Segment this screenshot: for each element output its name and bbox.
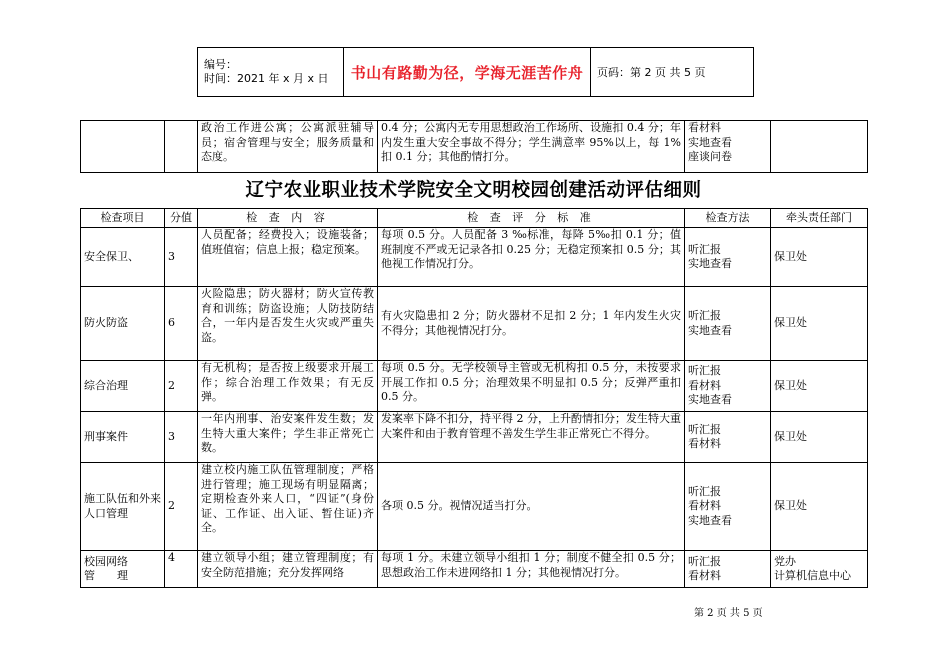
row-score: 3	[165, 412, 198, 463]
table-header-row	[81, 209, 868, 228]
row-method: 听汇报 看材料 实地查看	[685, 361, 771, 412]
row-dept: 保卫处	[771, 228, 868, 287]
row-score: 2	[165, 463, 198, 551]
row-dept: 保卫处	[771, 361, 868, 412]
continuation-method: 看材料 实地查看 座谈问卷	[685, 121, 771, 173]
table-row	[81, 287, 868, 361]
table-row	[81, 228, 868, 287]
row-standard: 有火灾隐患扣 2 分；防火器材不足扣 2 分；1 年内发生火灾不得分；其他视情况打分。	[378, 287, 685, 361]
continuation-table	[80, 120, 868, 173]
row-content: 建立校内施工队伍管理制度；严格进行管理；施工现场有明显隔离；定期检查外来人口，“四证”(身份证、工作证、出入证、暂住证)齐全。	[198, 463, 378, 551]
header-method: 检查方法	[685, 209, 771, 228]
table-row	[81, 412, 868, 463]
table-row	[81, 121, 868, 173]
row-item: 安全保卫、	[81, 228, 165, 287]
row-content: 人员配备；经费投入；设施装备；值班值宿；信息上报；稳定预案。	[198, 228, 378, 287]
row-dept: 保卫处	[771, 287, 868, 361]
document-header	[197, 47, 754, 97]
row-item: 防火防盗	[81, 287, 165, 361]
continuation-standard: 0.4 分；公寓内无专用思想政治工作场所、设施扣 0.4 分；年内发生重大安全事故不得分；学生满意率 95%以上，每 1%扣 0.1 分；其他酌情打分。	[378, 121, 685, 173]
header-dept: 牵头责任部门	[771, 209, 868, 228]
row-standard: 每项 0.5 分。无学校领导主管或无机构扣 0.5 分，未按要求开展工作扣 0.5 分；治理效果不明显扣 0.5 分；反弹严重扣 0.5 分。	[378, 361, 685, 412]
row-method: 听汇报 看材料 实地查看	[685, 463, 771, 551]
header-meta	[198, 48, 344, 97]
continuation-dept-cell	[771, 121, 868, 173]
row-method: 听汇报 看材料	[685, 551, 771, 588]
row-item: 施工队伍和外来人口管理	[81, 463, 165, 551]
continuation-score-cell	[165, 121, 198, 173]
code-label: 编号：	[204, 58, 237, 71]
continuation-item-cell	[81, 121, 165, 173]
header-standard: 检 查 评 分 标 准	[378, 209, 685, 228]
row-standard: 发案率下降不扣分，持平得 2 分，上升酌情扣分；发生特大重大案件和由于教育管理不善发生学生非正常死亡不得分。	[378, 412, 685, 463]
row-dept: 党办 计算机信息中心	[771, 551, 868, 588]
time-label: 时间：2021 年 x 月 x 日	[204, 72, 329, 85]
footer-page-number: 第 2 页 共 5 页	[694, 608, 763, 619]
row-standard: 各项 0.5 分。视情况适当打分。	[378, 463, 685, 551]
evaluation-table	[80, 208, 868, 588]
row-standard: 每项 1 分。未建立领导小组扣 1 分；制度不健全扣 0.5 分；思想政治工作未进网络扣 1 分；其他视情况打分。	[378, 551, 685, 588]
row-content: 建立领导小组；建立管理制度；有安全防范措施；充分发挥网络	[198, 551, 378, 588]
page-label: 页码：第 2 页 共 5 页	[591, 48, 754, 97]
row-content: 有无机构；是否按上级要求开展工作；综合治理工作效果；有无反弹。	[198, 361, 378, 412]
row-standard: 每项 0.5 分。人员配备 3 ‰标准，每降 5‰扣 0.1 分；值班制度不严或无记录各扣 0.25 分；无稳定预案扣 0.5 分；其他视工作情况打分。	[378, 228, 685, 287]
header-content: 检 查 内 容	[198, 209, 378, 228]
row-score: 3	[165, 228, 198, 287]
header-item: 检查项目	[81, 209, 165, 228]
table-row	[81, 551, 868, 588]
row-method: 听汇报 实地查看	[685, 228, 771, 287]
page-title: 辽宁农业职业技术学院安全文明校园创建活动评估细则	[245, 180, 702, 201]
table-row	[81, 463, 868, 551]
row-content: 一年内刑事、治安案件发生数；发生特大重大案件；学生非正常死亡数。	[198, 412, 378, 463]
row-dept: 保卫处	[771, 463, 868, 551]
row-method: 听汇报 实地查看	[685, 287, 771, 361]
row-score: 4	[165, 551, 198, 588]
motto: 书山有路勤为径，学海无涯苦作舟	[344, 48, 591, 97]
row-score: 6	[165, 287, 198, 361]
row-item: 刑事案件	[81, 412, 165, 463]
row-item: 综合治理	[81, 361, 165, 412]
header-score: 分值	[165, 209, 198, 228]
row-score: 2	[165, 361, 198, 412]
continuation-content: 政治工作进公寓；公寓派驻辅导员；宿舍管理与安全；服务质量和态度。	[198, 121, 378, 173]
row-method: 听汇报 看材料	[685, 412, 771, 463]
row-content: 火险隐患；防火器材；防火宣传教育和训练；防盗设施；人防技防结合，一年内是否发生火灾或严重失盗。	[198, 287, 378, 361]
row-item: 校园网络 管 理	[81, 551, 165, 588]
row-dept: 保卫处	[771, 412, 868, 463]
table-row	[81, 361, 868, 412]
